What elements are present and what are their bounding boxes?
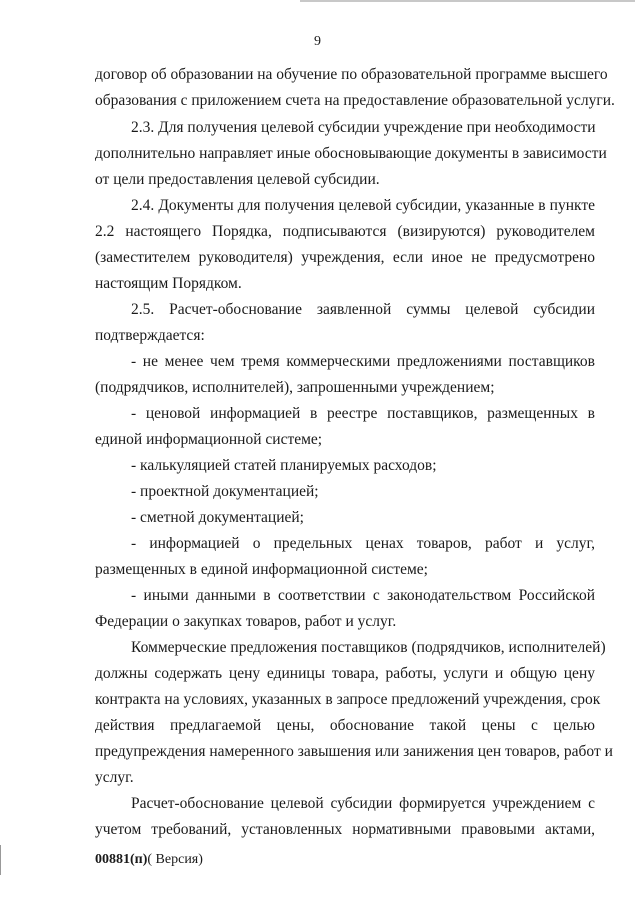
text-line: 2.4. Документы для получения целевой субсидии, указанные в пункте: [131, 197, 595, 214]
text-line: Федерации о закупках товаров, работ и услуг.: [95, 613, 397, 630]
text-line: услуг.: [95, 769, 134, 786]
text-line: (подрядчиков, исполнителей), запрошенными учреждением;: [95, 379, 495, 396]
text-line: размещенных в единой информационной системе;: [95, 561, 428, 578]
text-line: предупреждения намеренного завышения или занижения цен товаров, работ и: [95, 743, 613, 760]
text-line: подтверждается:: [95, 327, 205, 344]
text-line: 2.2 настоящего Порядка, подписываются (визируются) руководителем: [95, 223, 595, 240]
text-line: Коммерческие предложения поставщиков (подрядчиков, исполнителей): [131, 639, 606, 656]
text-line: 2.3. Для получения целевой субсидии учреждение при необходимости: [131, 119, 596, 136]
text-line: должны содержать цену единицы товара, работы, услуги и общую цену: [95, 665, 595, 682]
page-number: 9: [314, 34, 321, 49]
text-line: действия предлагаемой цены, обоснование такой цены с целью: [95, 717, 595, 734]
text-line: от цели предоставления целевой субсидии.: [95, 171, 380, 188]
text-line: контракта на условиях, указанных в запросе предложений учреждения, срок: [95, 691, 601, 708]
top-border-line: [300, 0, 635, 2]
list-item-line: - проектной документацией;: [131, 483, 319, 500]
list-item-line: - ценовой информацией в реестре поставщиков, размещенных в: [131, 405, 595, 422]
text-line: образования с приложением счета на предоставление образовательной услуги.: [95, 92, 615, 109]
text-line: единой информационной системе;: [95, 431, 323, 448]
text-line: договор об образовании на обучение по образовательной программе высшего: [95, 66, 608, 83]
text-line: учетом требований, установленных нормативными правовыми актами,: [95, 821, 595, 838]
text-line: настоящим Порядком.: [95, 275, 242, 292]
text-line: (заместителем руководителя) учреждения, если иное не предусмотрено: [95, 249, 595, 266]
list-item-line: - не менее чем тремя коммерческими предложениями поставщиков: [131, 353, 595, 370]
document-code: 00881(п): [95, 852, 148, 867]
list-item-line: - калькуляцией статей планируемых расходов;: [131, 457, 437, 474]
list-item-line: - сметной документацией;: [131, 509, 304, 526]
version-label: ( Версия): [147, 852, 203, 867]
list-item-line: - информацией о предельных ценах товаров, работ и услуг,: [131, 535, 595, 552]
text-line: 2.5. Расчет-обоснование заявленной суммы целевой субсидии: [131, 301, 595, 318]
scan-edge-mark: [0, 845, 1, 875]
list-item-line: - иными данными в соответствии с законодательством Российской: [131, 587, 595, 604]
text-line: дополнительно направляет иные обосновывающие документы в зависимости: [95, 145, 607, 162]
footer: [95, 852, 203, 868]
text-line: Расчет-обоснование целевой субсидии формируется учреждением с: [131, 795, 595, 812]
